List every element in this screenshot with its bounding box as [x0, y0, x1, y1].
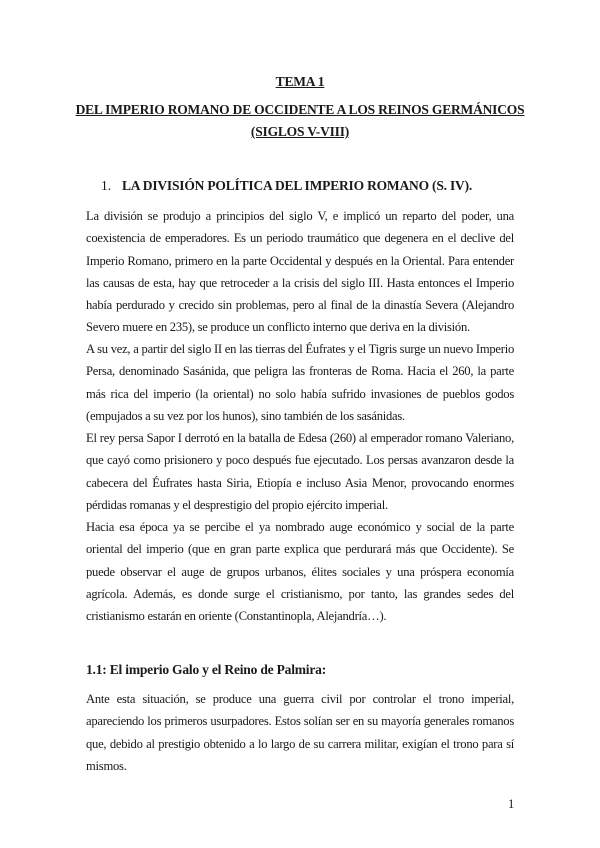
paragraph: Hacia esa época ya se percibe el ya nombrado auge económico y social de la parte oriental del imperio (que en gran parte explica que perdurará más que Occidente). Se puede observar el auge de grupos urbanos, élites sociales y una próspera economía agrícola. Además, es donde surge el cristianismo, por tanto, las grandes sedes del cristianismo estarán en oriente (Constantinopla, Alejandría…).	[86, 520, 514, 624]
paragraph: Ante esta situación, se produce una guerra civil por controlar el trono imperial, apareciendo los primeros usurpadores. Estos solían ser en su mayoría generales romanos que, debido al prestigio obtenido a lo largo de su carrera militar, exigían el trono para sí mismos.	[86, 692, 514, 773]
section-title: LA DIVISIÓN POLÍTICA DEL IMPERIO ROMANO (S. IV).	[122, 178, 473, 193]
subsection-title: 1.1: El imperio Galo y el Reino de Palmira:	[86, 662, 326, 677]
tema-heading: TEMA 1	[275, 74, 325, 89]
page-number: 1	[508, 797, 515, 811]
section-number: 1.	[101, 178, 112, 193]
paragraph: La división se produjo a principios del siglo V, e implicó un reparto del poder, una coexistencia de emperadores. Es un periodo traumático que degenera en el declive del Imperio Romano, primero en la parte Occidental y después en la Oriental. Para entender las causas de esta, hay que retroceder a la crisis del siglo III. Hasta entonces el Imperio había perdurado y crecido sin problemas, pero al final de la dinastía Severa (Alejandro Severo muere en 235), se produce un conflicto interno que deriva en la división.	[86, 209, 514, 335]
document-title: DEL IMPERIO ROMANO DE OCCIDENTE A LOS REINOS GERMÁNICOS (SIGLOS V-VIII)	[75, 102, 525, 139]
paragraph: A su vez, a partir del siglo II en las tierras del Éufrates y el Tigris surge un nuevo Imperio Persa, denominado Sasánida, que peligra las fronteras de Roma. Hacia el 260, la parte más rica del imperio (la oriental) no solo había sufrido invasiones de pueblos godos (empujados a su vez por los hunos), sino también de los sasánidas.	[86, 342, 514, 423]
paragraph: El rey persa Sapor I derrotó en la batalla de Edesa (260) al emperador romano Valeriano, que cayó como prisionero y poco después fue ejecutado. Los persas avanzaron desde la cabecera del Éufrates hasta Siria, Etiopía e incluso Asia Menor, provocando enormes pérdidas romanas y el desprestigio del propio ejército imperial.	[86, 431, 514, 512]
